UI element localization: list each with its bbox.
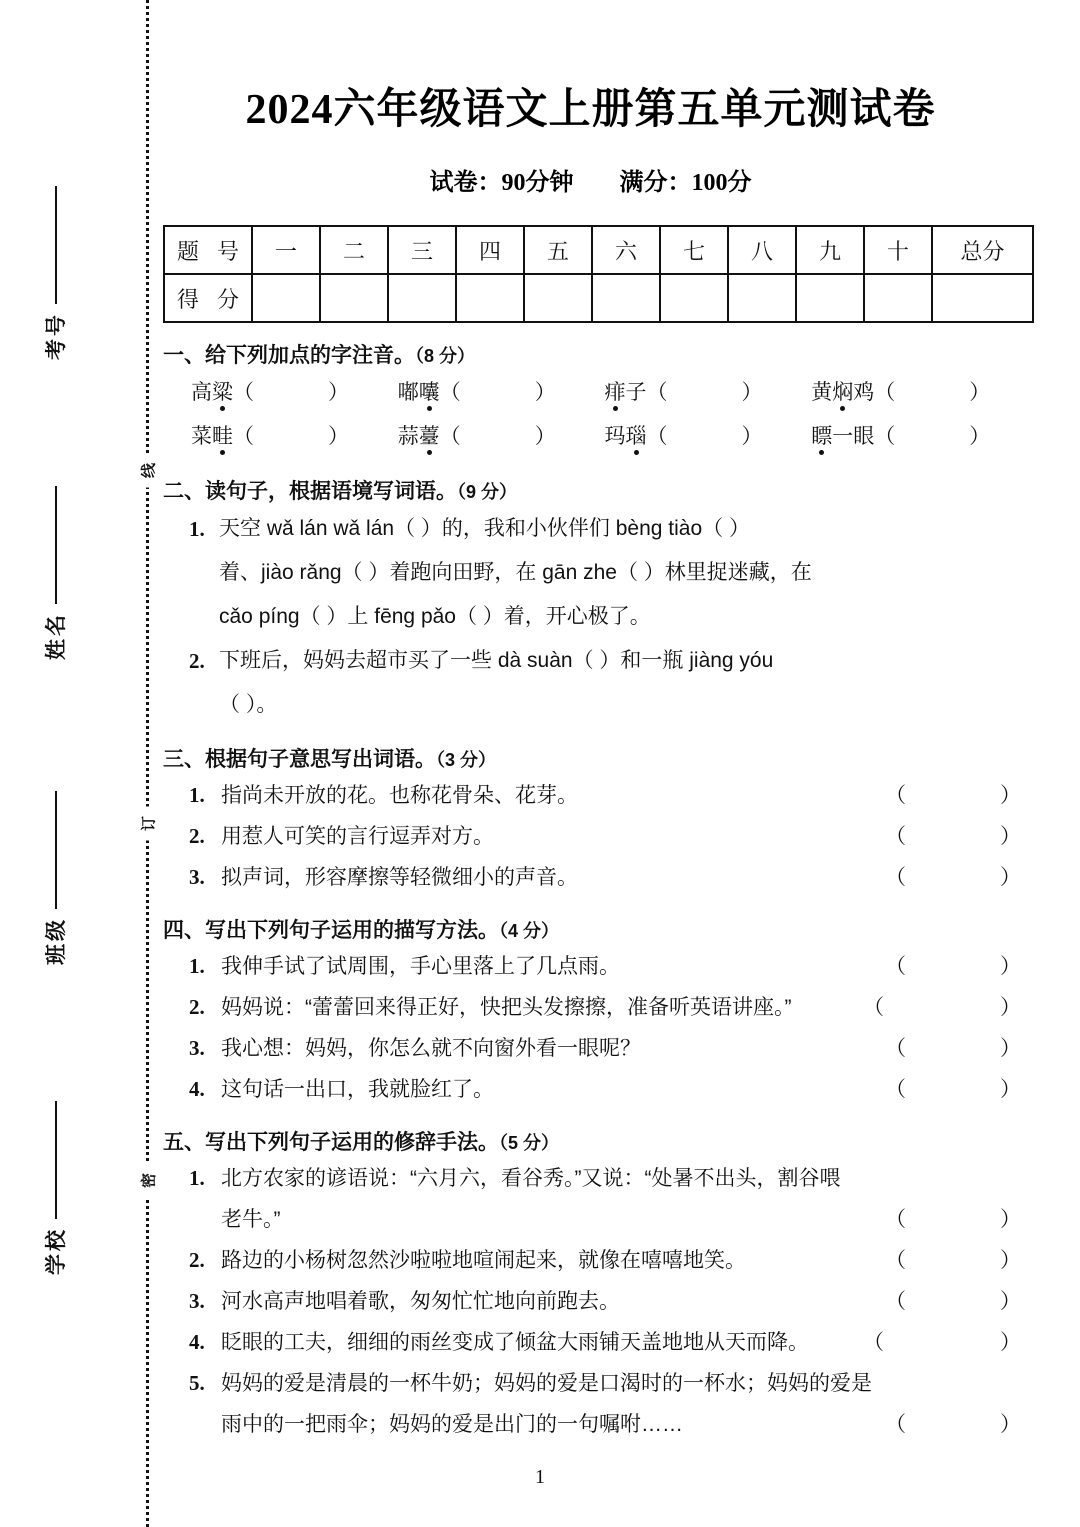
item-text: 这句话一出口，我就脸红了。	[221, 1078, 494, 1101]
answer-paren-right[interactable]: ）	[1000, 784, 1021, 807]
list-item	[163, 1240, 1021, 1281]
section-three-points: （3 分）	[436, 750, 497, 770]
answer-paren-left[interactable]: （	[863, 996, 884, 1019]
item-number: 2.	[189, 824, 205, 848]
answer-paren-left[interactable]: （	[885, 1078, 906, 1101]
item-text: 河水高声地唱着歌，匆匆忙忙地向前跑去。	[221, 1290, 620, 1313]
score-table-row-label-score: 得 分	[164, 274, 252, 322]
score-cell-7[interactable]	[660, 274, 728, 322]
section-five-points: （5 分）	[499, 1133, 560, 1153]
item-text: 眨眼的工夫，细细的雨丝变成了倾盆大雨铺天盖地地从天而降。	[221, 1331, 809, 1354]
score-cell-9[interactable]	[796, 274, 864, 322]
section-five-title: 五、写出下列句子运用的修辞手法。	[163, 1131, 499, 1154]
pinyin-item-7: 玛瑙（ ）	[605, 415, 812, 459]
answer-paren-right[interactable]: ）	[1000, 866, 1021, 889]
exam-duration: 试卷：90分钟	[429, 170, 574, 196]
pinyin-item-1: 高粱（ ）	[191, 371, 398, 415]
answer-paren-right[interactable]: ）	[1000, 1037, 1021, 1060]
section-three-title: 三、根据句子意思写出词语。	[163, 748, 436, 771]
score-table-col-2: 二	[320, 226, 388, 274]
item-number: 1.	[189, 1166, 205, 1190]
item-text[interactable]: 天空 wǎ lán wǎ lán（ ）的，我和小伙伴们 bèng tiào（ ）	[219, 517, 750, 540]
item-number: 2.	[189, 995, 205, 1019]
item-text: 妈妈说：“蕾蕾回来得正好，快把头发擦擦，准备听英语讲座。”	[221, 996, 792, 1019]
item-number: 5.	[189, 1371, 205, 1395]
seal-char-ding: 订	[133, 807, 164, 841]
pinyin-item-6: 蒜薹（ ）	[398, 415, 605, 459]
answer-paren-left[interactable]: （	[885, 1413, 906, 1436]
table-row-header	[164, 226, 1033, 274]
pinyin-item-3: 痱子（ ）	[605, 371, 812, 415]
score-table-col-total: 总分	[932, 226, 1033, 274]
item-number: 4.	[189, 1330, 205, 1354]
seal-margin	[0, 0, 160, 1527]
score-cell-3[interactable]	[388, 274, 456, 322]
margin-field-banji-label: 班级	[45, 917, 68, 965]
list-item	[163, 857, 1021, 898]
section-two-points: （9 分）	[457, 482, 518, 502]
item-text-cont[interactable]: cǎo píng（ ）上 fēng pǎo（ ）着，开心极了。	[219, 605, 651, 628]
score-cell-8[interactable]	[728, 274, 796, 322]
pinyin-item-4: 黄焖鸡（ ）	[811, 371, 1018, 415]
answer-paren-left[interactable]: （	[863, 1331, 884, 1354]
answer-paren-left[interactable]: （	[885, 1037, 906, 1060]
answer-paren-left[interactable]: （	[885, 825, 906, 848]
section-heading-three	[163, 743, 1018, 773]
list-item	[163, 639, 1018, 683]
list-item	[163, 507, 1018, 551]
dotted-char: 瑙	[626, 415, 647, 459]
answer-paren-left[interactable]: （	[885, 784, 906, 807]
score-table-col-6: 六	[592, 226, 660, 274]
answer-paren-right[interactable]: ）	[1000, 1413, 1021, 1436]
score-cell-10[interactable]	[864, 274, 932, 322]
dotted-char: 焖	[832, 371, 853, 415]
paper-subtitle	[163, 162, 1018, 197]
margin-field-xuexiao	[40, 1075, 70, 1275]
answer-paren-right[interactable]: ）	[1000, 1078, 1021, 1101]
item-number: 1.	[189, 517, 205, 541]
section-heading-five	[163, 1126, 1018, 1156]
item-number: 4.	[189, 1077, 205, 1101]
paper-content	[163, 0, 1021, 1445]
fill-rule	[55, 791, 57, 909]
list-item	[191, 371, 1018, 415]
item-text[interactable]: 下班后，妈妈去超市买了一些 dà suàn（ ）和一瓶 jiàng yóu	[219, 649, 774, 672]
answer-paren-left[interactable]: （	[885, 1249, 906, 1272]
list-item	[163, 1363, 1018, 1404]
item-number: 1.	[189, 783, 205, 807]
item-number: 2.	[189, 649, 205, 673]
section-four-title: 四、写出下列句子运用的描写方法。	[163, 919, 499, 942]
dotted-char: 薹	[419, 415, 440, 459]
score-table-row-label: 题 号	[164, 226, 252, 274]
answer-paren-left[interactable]: （	[885, 1290, 906, 1313]
dotted-char: 瞟	[811, 415, 832, 459]
list-item	[163, 1322, 1021, 1363]
margin-field-xingming	[40, 460, 70, 660]
item-text-cont[interactable]: （ ）。	[219, 693, 278, 716]
list-item	[191, 415, 1018, 459]
item-text: 用惹人可笑的言行逗弄对方。	[221, 825, 494, 848]
fill-rule	[55, 486, 57, 604]
dotted-char: 囔	[419, 371, 440, 415]
pinyin-item-2: 嘟囔（ ）	[398, 371, 605, 415]
table-row-scores	[164, 274, 1033, 322]
answer-paren-left[interactable]: （	[885, 955, 906, 978]
item-text-cont[interactable]: 着、jiào rǎng（ ）着跑向田野，在 gān zhe（ ）林里捉迷藏，在	[219, 561, 812, 584]
margin-field-xingming-label: 姓名	[45, 612, 68, 660]
section-heading-two	[163, 475, 1018, 505]
pinyin-item-8: 瞟一眼（ ）	[811, 415, 1018, 459]
item-text-cont: 老牛。”	[221, 1208, 281, 1231]
item-number: 3.	[189, 865, 205, 889]
item-text: 我伸手试了试周围，手心里落上了几点雨。	[221, 955, 620, 978]
item-text: 指尚未开放的花。也称花骨朵、花芽。	[221, 784, 578, 807]
score-cell-5[interactable]	[524, 274, 592, 322]
score-table-col-9: 九	[796, 226, 864, 274]
page-title: 2024六年级语文上册第五单元测试卷	[245, 87, 936, 133]
pinyin-item-5: 菜畦（ ）	[191, 415, 398, 459]
section-one-items	[163, 371, 1018, 459]
list-item	[163, 1069, 1021, 1110]
answer-paren-right[interactable]: ）	[1000, 825, 1021, 848]
item-number: 1.	[189, 954, 205, 978]
answer-paren-right[interactable]: ）	[1000, 1290, 1021, 1313]
list-item	[163, 1281, 1021, 1322]
answer-paren-left[interactable]: （	[885, 866, 906, 889]
score-table-col-4: 四	[456, 226, 524, 274]
list-item-cont	[163, 1404, 1021, 1445]
seal-char-xian: 线	[133, 454, 164, 488]
seal-dotted-line	[146, 0, 149, 1527]
seal-char-mi: 密	[133, 1164, 164, 1198]
list-item-cont	[163, 1199, 1021, 1240]
section-heading-one	[163, 339, 1018, 369]
item-number: 3.	[189, 1289, 205, 1313]
list-item	[163, 1028, 1021, 1069]
margin-field-xuexiao-label: 学校	[45, 1227, 68, 1275]
score-table-col-3: 三	[388, 226, 456, 274]
answer-paren-right[interactable]: ）	[1000, 955, 1021, 978]
dotted-char: 畦	[212, 415, 233, 459]
list-item	[163, 1158, 1018, 1199]
section-four-points: （4 分）	[499, 921, 560, 941]
margin-field-banji	[40, 765, 70, 965]
answer-paren-left[interactable]: （	[885, 1208, 906, 1231]
answer-paren-right[interactable]: ）	[1000, 1208, 1021, 1231]
score-cell-4[interactable]	[456, 274, 524, 322]
margin-field-kaohao-label: 考号	[45, 312, 68, 360]
list-item	[163, 775, 1021, 816]
dotted-char: 粱	[212, 371, 233, 415]
margin-field-kaohao	[40, 160, 70, 360]
item-number: 2.	[189, 1248, 205, 1272]
item-text: 路边的小杨树忽然沙啦啦地喧闹起来，就像在嘻嘻地笑。	[221, 1249, 746, 1272]
list-item	[163, 987, 1021, 1028]
section-one-title: 一、给下列加点的字注音。	[163, 344, 415, 367]
score-cell-total[interactable]	[932, 274, 1033, 322]
answer-paren-right[interactable]: ）	[1000, 1249, 1021, 1272]
item-text: 妈妈的爱是清晨的一杯牛奶；妈妈的爱是口渴时的一杯水；妈妈的爱是	[221, 1372, 872, 1395]
score-table-col-5: 五	[524, 226, 592, 274]
list-item	[163, 816, 1021, 857]
score-table-col-7: 七	[660, 226, 728, 274]
item-text: 拟声词，形容摩擦等轻微细小的声音。	[221, 866, 578, 889]
item-text: 北方农家的谚语说：“六月六，看谷秀。”又说：“处暑不出头，割谷喂	[221, 1167, 841, 1190]
list-item	[163, 946, 1021, 987]
section-one-points: （8 分）	[415, 346, 476, 366]
score-table-col-8: 八	[728, 226, 796, 274]
section-two-title: 二、读句子，根据语境写词语。	[163, 480, 457, 503]
fill-rule	[55, 186, 57, 304]
score-table	[163, 225, 1034, 323]
dotted-char: 痱	[605, 371, 626, 415]
answer-paren-right[interactable]: ）	[1000, 1331, 1021, 1354]
score-cell-1[interactable]	[252, 274, 320, 322]
score-cell-2[interactable]	[320, 274, 388, 322]
section-heading-four	[163, 914, 1018, 944]
score-table-col-1: 一	[252, 226, 320, 274]
exam-total-score: 满分：100分	[619, 170, 752, 196]
score-table-col-10: 十	[864, 226, 932, 274]
item-text-cont: 雨中的一把雨伞；妈妈的爱是出门的一句嘱咐……	[221, 1413, 683, 1436]
fill-rule	[55, 1101, 57, 1219]
page-number: 1	[535, 1466, 545, 1488]
item-number: 3.	[189, 1036, 205, 1060]
score-cell-6[interactable]	[592, 274, 660, 322]
item-text: 我心想：妈妈，你怎么就不向窗外看一眼呢？	[221, 1037, 641, 1060]
answer-paren-right[interactable]: ）	[1000, 996, 1021, 1019]
